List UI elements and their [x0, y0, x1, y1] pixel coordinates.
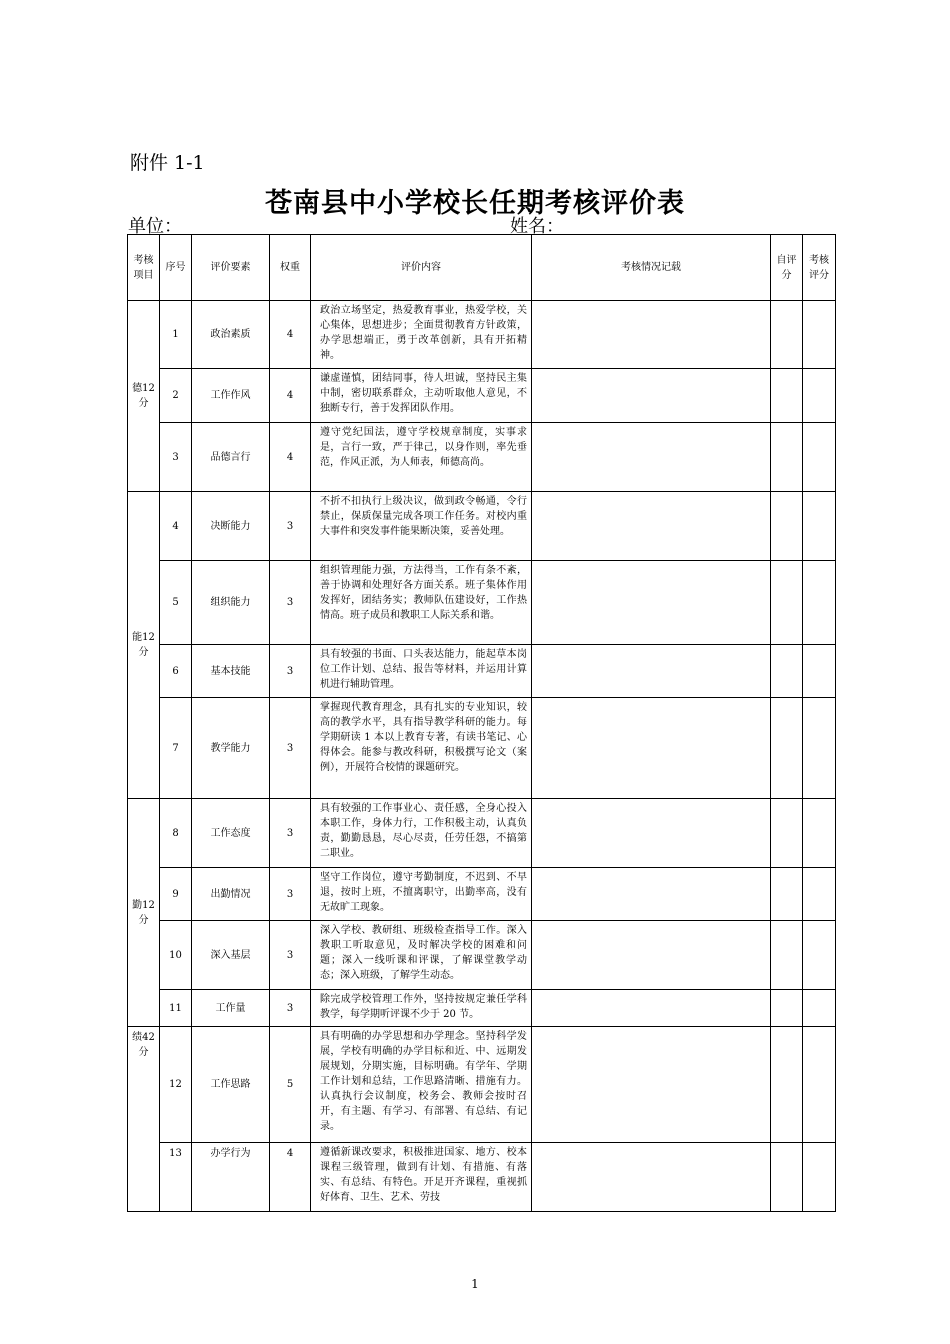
eval-score-cell[interactable]	[803, 799, 836, 868]
row-content: 谦虚谨慎，团结同事，待人坦诚，坚持民主集中制，密切联系群众，主动听取他人意见，不独断专行，善于发挥团队作用。	[311, 369, 532, 423]
self-score-cell[interactable]	[771, 561, 803, 645]
header-eval-score: 考核评分	[803, 235, 836, 301]
row-weight: 3	[270, 561, 311, 645]
row-element: 工作量	[192, 990, 270, 1027]
table-row	[128, 561, 836, 645]
row-seq: 2	[160, 369, 192, 423]
self-score-cell[interactable]	[771, 492, 803, 561]
header-category: 考核项目	[128, 235, 160, 301]
row-seq: 12	[160, 1027, 192, 1143]
table-row	[128, 492, 836, 561]
table-row	[128, 423, 836, 492]
row-weight: 4	[270, 301, 311, 369]
eval-score-cell[interactable]	[803, 369, 836, 423]
row-element: 组织能力	[192, 561, 270, 645]
row-weight: 3	[270, 645, 311, 698]
header-row	[128, 235, 836, 301]
row-element: 出勤情况	[192, 868, 270, 921]
row-content: 具有明确的办学思想和办学理念。坚持科学发展，学校有明确的办学目标和近、中、远期发展规划，分期实施，目标明确。有学年、学期工作计划和总结，工作思路清晰、措施有力。认真执行会议制度，校务会、教师会按时召开，有主题、有学习、有部署、有总结、有记录。	[311, 1027, 532, 1143]
eval-score-cell[interactable]	[803, 698, 836, 799]
row-element: 品德言行	[192, 423, 270, 492]
table-row	[128, 990, 836, 1027]
row-element: 决断能力	[192, 492, 270, 561]
row-element: 政治素质	[192, 301, 270, 369]
table-row	[128, 921, 836, 990]
row-weight: 3	[270, 990, 311, 1027]
self-score-cell[interactable]	[771, 645, 803, 698]
header-seq: 序号	[160, 235, 192, 301]
self-score-cell[interactable]	[771, 868, 803, 921]
record-cell[interactable]	[532, 1143, 771, 1212]
row-element: 工作作风	[192, 369, 270, 423]
self-score-cell[interactable]	[771, 1027, 803, 1143]
row-content: 除完成学校管理工作外，坚持按规定兼任学科教学，每学期听评课不少于 20 节。	[311, 990, 532, 1027]
record-cell[interactable]	[532, 990, 771, 1027]
row-element: 工作态度	[192, 799, 270, 868]
eval-score-cell[interactable]	[803, 423, 836, 492]
table-row	[128, 1143, 836, 1212]
name-label: 姓名：	[510, 216, 564, 237]
self-score-cell[interactable]	[771, 301, 803, 369]
eval-score-cell[interactable]	[803, 645, 836, 698]
row-element: 教学能力	[192, 698, 270, 799]
eval-score-cell[interactable]	[803, 921, 836, 990]
record-cell[interactable]	[532, 1027, 771, 1143]
record-cell[interactable]	[532, 645, 771, 698]
row-seq: 13	[160, 1143, 192, 1212]
record-cell[interactable]	[532, 369, 771, 423]
eval-score-cell[interactable]	[803, 301, 836, 369]
row-content: 遵守党纪国法，遵守学校规章制度，实事求是，言行一致，严于律己，以身作则，率先垂范，作风正派，为人师表，师德高尚。	[311, 423, 532, 492]
row-content: 坚守工作岗位，遵守考勤制度，不迟到、不早退，按时上班，不擅离职守，出勤率高，没有无故旷工现象。	[311, 868, 532, 921]
row-weight: 5	[270, 1027, 311, 1143]
eval-score-cell[interactable]	[803, 990, 836, 1027]
page-number: 1	[471, 1277, 479, 1291]
row-content: 不折不扣执行上级决议，做到政令畅通，令行禁止，保质保量完成各项工作任务。对校内重大事件和突发事件能果断决策，妥善处理。	[311, 492, 532, 561]
row-seq: 4	[160, 492, 192, 561]
row-seq: 9	[160, 868, 192, 921]
row-weight: 4	[270, 1143, 311, 1212]
eval-score-cell[interactable]	[803, 1027, 836, 1143]
row-weight: 3	[270, 492, 311, 561]
row-content: 掌握现代教育理念，具有扎实的专业知识，较高的教学水平，具有指导教学科研的能力。每学期研读 1 本以上教育专著，有读书笔记、心得体会。能参与教改科研，积极撰写论文（案例），开展符合校情的课题研究。	[311, 698, 532, 799]
page-title: 苍南县中小学校长任期考核评价表	[265, 188, 685, 219]
table-row	[128, 799, 836, 868]
category-de: 德12分	[128, 301, 160, 492]
table-row	[128, 1027, 836, 1143]
self-score-cell[interactable]	[771, 799, 803, 868]
category-neng: 能12分	[128, 492, 160, 799]
header-element: 评价要素	[192, 235, 270, 301]
row-seq: 7	[160, 698, 192, 799]
header-record: 考核情况记载	[532, 235, 771, 301]
category-qin: 勤12分	[128, 799, 160, 1027]
table-row	[128, 698, 836, 799]
attachment-label: 附件 1-1	[130, 152, 205, 174]
row-element: 办学行为	[192, 1143, 270, 1212]
unit-label: 单位：	[128, 216, 182, 237]
header-self-score: 自评分	[771, 235, 803, 301]
row-seq: 1	[160, 301, 192, 369]
row-element: 深入基层	[192, 921, 270, 990]
table-row	[128, 301, 836, 369]
row-weight: 3	[270, 921, 311, 990]
record-cell[interactable]	[532, 921, 771, 990]
eval-score-cell[interactable]	[803, 1143, 836, 1212]
row-weight: 4	[270, 369, 311, 423]
row-seq: 5	[160, 561, 192, 645]
row-content: 政治立场坚定，热爱教育事业，热爱学校，关心集体，思想进步；全面贯彻教育方针政策，办学思想端正，勇于改革创新，具有开拓精神。	[311, 301, 532, 369]
row-weight: 4	[270, 423, 311, 492]
row-seq: 8	[160, 799, 192, 868]
eval-score-cell[interactable]	[803, 492, 836, 561]
table-row	[128, 868, 836, 921]
row-seq: 10	[160, 921, 192, 990]
row-seq: 11	[160, 990, 192, 1027]
row-seq: 3	[160, 423, 192, 492]
record-cell[interactable]	[532, 868, 771, 921]
self-score-cell[interactable]	[771, 990, 803, 1027]
row-weight: 3	[270, 799, 311, 868]
table-row	[128, 645, 836, 698]
row-seq: 6	[160, 645, 192, 698]
self-score-cell[interactable]	[771, 921, 803, 990]
row-element: 基本技能	[192, 645, 270, 698]
table-row	[128, 369, 836, 423]
record-cell[interactable]	[532, 799, 771, 868]
row-content: 具有较强的工作事业心、责任感，全身心投入本职工作，身体力行，工作积极主动，认真负责，勤勤恳恳，尽心尽责，任劳任怨，不搞第二职业。	[311, 799, 532, 868]
evaluation-table	[127, 234, 836, 1212]
record-cell[interactable]	[532, 561, 771, 645]
row-content: 深入学校、教研组、班级检查指导工作。深入教职工听取意见，及时解决学校的困难和问题；深入一线听课和评课，了解课堂教学动态；深入班级，了解学生动态。	[311, 921, 532, 990]
record-cell[interactable]	[532, 301, 771, 369]
self-score-cell[interactable]	[771, 698, 803, 799]
header-content: 评价内容	[311, 235, 532, 301]
self-score-cell[interactable]	[771, 369, 803, 423]
record-cell[interactable]	[532, 492, 771, 561]
self-score-cell[interactable]	[771, 423, 803, 492]
eval-score-cell[interactable]	[803, 561, 836, 645]
self-score-cell[interactable]	[771, 1143, 803, 1212]
row-element: 工作思路	[192, 1027, 270, 1143]
record-cell[interactable]	[532, 423, 771, 492]
row-content: 组织管理能力强，方法得当，工作有条不紊，善于协调和处理好各方面关系。班子集体作用发挥好，团结务实；教师队伍建设好，工作热情高。班子成员和教职工人际关系和谐。	[311, 561, 532, 645]
row-content: 遵循新课改要求，积极推进国家、地方、校本课程三级管理，做到有计划、有措施、有落实、有总结、有特色。开足开齐课程，重视抓好体育、卫生、艺术、劳技	[311, 1143, 532, 1212]
row-weight: 3	[270, 698, 311, 799]
category-ji: 绩42分	[128, 1027, 160, 1212]
row-content: 具有较强的书面、口头表达能力，能起草本岗位工作计划、总结、报告等材料，并运用计算机进行辅助管理。	[311, 645, 532, 698]
row-weight: 3	[270, 868, 311, 921]
header-weight: 权重	[270, 235, 311, 301]
eval-score-cell[interactable]	[803, 868, 836, 921]
record-cell[interactable]	[532, 698, 771, 799]
